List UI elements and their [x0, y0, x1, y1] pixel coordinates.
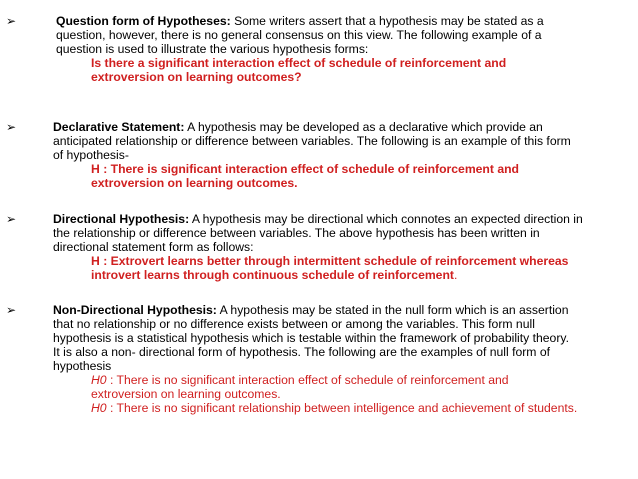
item-term: Question form of Hypotheses:	[56, 14, 231, 28]
example-text	[91, 401, 578, 415]
example-text	[91, 56, 566, 84]
example-tail: .	[453, 268, 458, 282]
example-text	[91, 373, 578, 401]
example-label: H0	[91, 373, 107, 387]
item-body	[53, 212, 586, 254]
example-body: : There is no significant relationship between intelligence and achievement of students.	[106, 401, 578, 415]
arrow-bullet-icon: ➢	[6, 212, 17, 226]
item-text: A hypothesis may be directional which connotes an expected direction in the relationship or difference between variables. The above hypothesis has been written in directional statement form as follows:	[53, 212, 583, 254]
example-body: : There is no significant interaction effect of schedule of reinforcement and extroversion on learning outcomes.	[91, 373, 509, 401]
example-body: Is there a significant interaction effect of schedule of reinforcement and extroversion on learning outcomes?	[91, 56, 507, 84]
example-body: H : There is significant interaction effect of schedule of reinforcement and extroversion on learning outcomes.	[91, 162, 519, 190]
hypothesis-item-non-directional	[6, 303, 578, 415]
item-text: A hypothesis may be stated in the null form which is an assertion that no relationship or no difference exists between or among the variables. This form null hypothesis is a statistical hypothesis which is testable within the framework of probability theory. It is also a non- directional form of hypothesis. The following are the examples of null form of hypothesis	[53, 303, 569, 373]
example-text	[91, 162, 572, 190]
item-term: Directional Hypothesis:	[53, 212, 190, 226]
arrow-bullet-icon: ➢	[6, 14, 17, 28]
hypothesis-item-question	[6, 14, 566, 84]
item-text: A hypothesis may be developed as a declarative which provide an anticipated relationship or difference between variables. The following is an example of this form of hypothesis-	[53, 120, 571, 162]
example-body: H : Extrovert learns better through intermittent schedule of reinforcement whereas introvert learns through continuous schedule of reinforcement	[91, 254, 569, 282]
item-body	[56, 14, 566, 56]
item-body	[53, 303, 578, 373]
arrow-bullet-icon: ➢	[6, 303, 17, 317]
item-term: Declarative Statement:	[53, 120, 185, 134]
example-text	[91, 254, 586, 282]
item-term: Non-Directional Hypothesis:	[53, 303, 217, 317]
example-label: H0	[91, 401, 107, 415]
hypothesis-item-directional	[6, 212, 586, 282]
arrow-bullet-icon: ➢	[6, 120, 17, 134]
hypothesis-item-declarative	[6, 120, 572, 190]
item-text: Some writers assert that a hypothesis may be stated as a question, however, there is no general consensus on this view. The following example of a question is used to illustrate the various hypothesis forms:	[56, 14, 544, 56]
item-body	[53, 120, 572, 162]
